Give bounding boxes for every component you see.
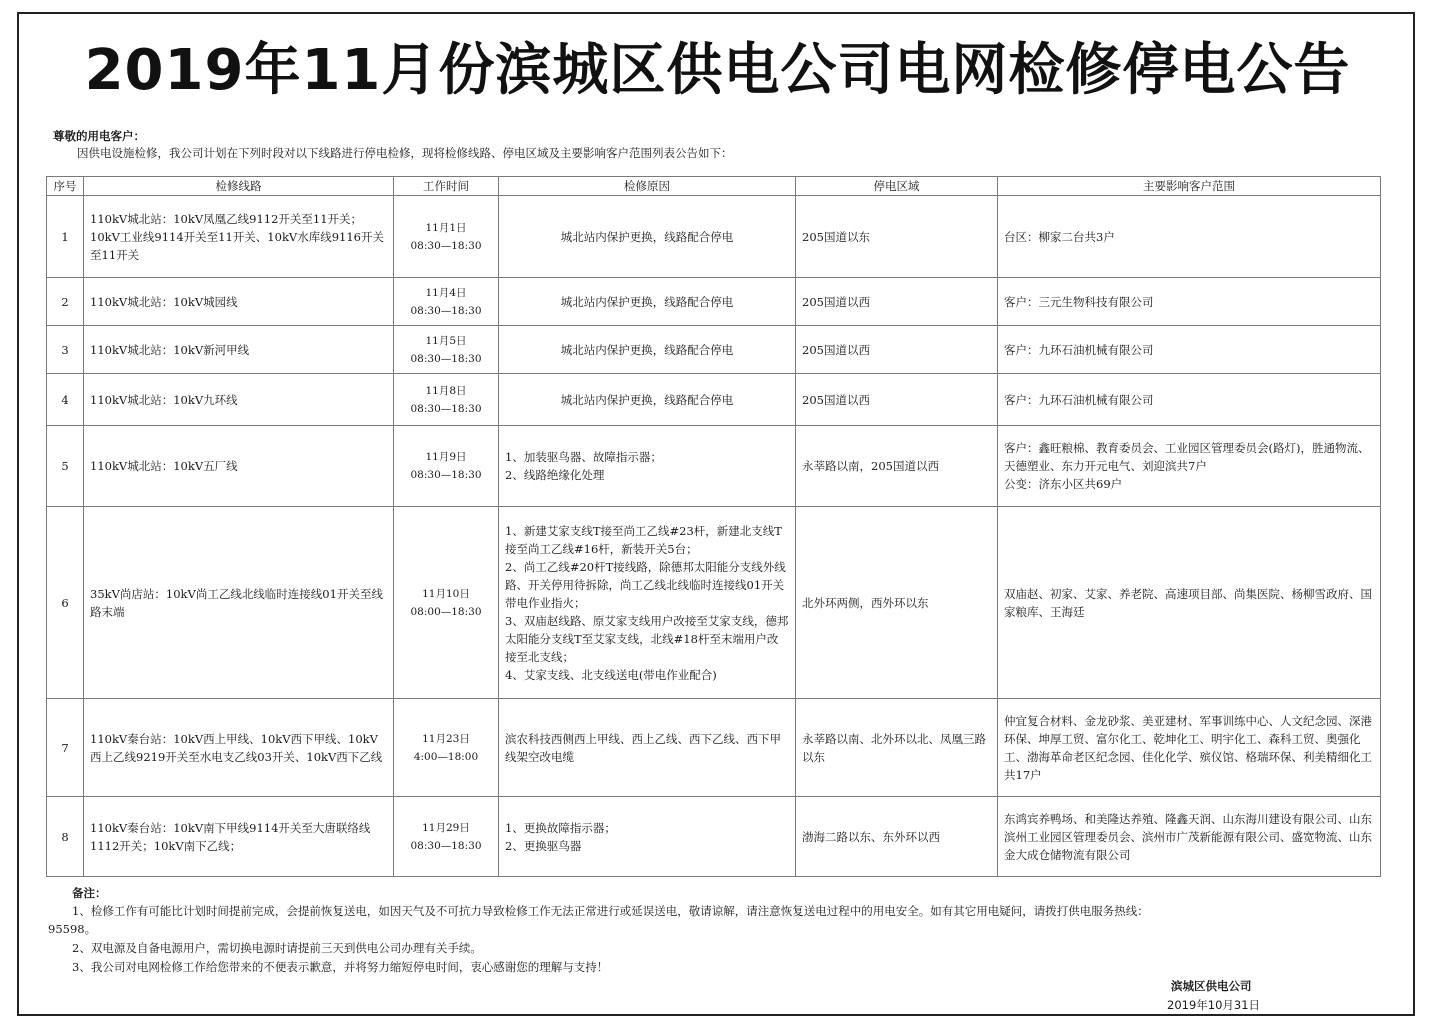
row-area: 永莘路以南、北外环以北、凤凰三路以东 xyxy=(796,699,998,797)
row-reason: 1、加装驱鸟器、故障指示器； 2、线路绝缘化处理 xyxy=(499,426,796,507)
row-date: 11月23日 xyxy=(422,732,470,745)
row-reason: 城北站内保护更换，线路配合停电 xyxy=(499,374,796,426)
row-work-time xyxy=(394,699,499,797)
row-customers: 客户：九环石油机械有限公司 xyxy=(998,374,1381,426)
row-time: 08:00—18:30 xyxy=(410,605,482,618)
row-reason: 1、新建艾家支线T接至尚工乙线#23杆，新建北支线T接至尚工乙线#16杆，新装开关5台； 2、尚工乙线#20杆T接线路，除德邦太阳能分支线外线路、开关停用待拆除，尚工乙线北线临时连接线01开关带电作业指火； 3、双庙赵线路、原艾家支线用户改接至艾家支线，德邦太阳能分支线T至艾家支线，北线#18杆至末端用户改接至北支线； 4、艾家支线、北支线送电(带电作业配合) xyxy=(499,507,796,699)
row-work-time xyxy=(394,374,499,426)
notes-title: 备注： xyxy=(72,886,107,900)
row-customers: 双庙赵、初家、艾家、养老院、高速项目部、尚集医院、杨柳雪政府、国家粮库、王海廷 xyxy=(998,507,1381,699)
intro-text: 因供电设施检修，我公司计划在下列时段对以下线路进行停电检修，现将检修线路、停电区域及主要影响客户范围列表公告如下： xyxy=(77,146,733,160)
row-number: 6 xyxy=(47,507,84,699)
header-reason: 检修原因 xyxy=(499,177,796,196)
header-area: 停电区域 xyxy=(796,177,998,196)
outage-table xyxy=(46,176,1381,877)
row-work-time xyxy=(394,426,499,507)
row-number: 5 xyxy=(47,426,84,507)
header-time: 工作时间 xyxy=(394,177,499,196)
row-time: 4:00—18:00 xyxy=(413,750,479,763)
greeting: 尊敬的用电客户： xyxy=(53,129,145,143)
row-number: 3 xyxy=(47,326,84,374)
header-no: 序号 xyxy=(47,177,84,196)
row-work-time xyxy=(394,797,499,877)
row-reason: 滨农科技西侧西上甲线、西上乙线、西下乙线、西下甲线架空改电缆 xyxy=(499,699,796,797)
table-row xyxy=(47,374,1381,426)
header-customers: 主要影响客户范围 xyxy=(998,177,1381,196)
row-line: 110kV城北站：10kV五厂线 xyxy=(84,426,394,507)
row-number: 2 xyxy=(47,278,84,326)
table-row xyxy=(47,426,1381,507)
row-number: 4 xyxy=(47,374,84,426)
row-area: 205国道以西 xyxy=(796,374,998,426)
row-number: 8 xyxy=(47,797,84,877)
table-row xyxy=(47,507,1381,699)
row-line: 35kV尚店站：10kV尚工乙线北线临时连接线01开关至线路末端 xyxy=(84,507,394,699)
row-line: 110kV城北站：10kV凤凰乙线9112开关至11开关；10kV工业线9114开关至11开关、10kV水库线9116开关至11开关 xyxy=(84,196,394,278)
header-line: 检修线路 xyxy=(84,177,394,196)
page-title: 2019年11月份滨城区供电公司电网检修停电公告 xyxy=(84,38,1351,103)
table-row xyxy=(47,278,1381,326)
row-work-time xyxy=(394,507,499,699)
row-area: 渤海二路以东、东外环以西 xyxy=(796,797,998,877)
row-customers: 客户：鑫旺粮棉、教育委员会、工业园区管理委员会(路灯)，胜通物流、天德塑业、东力开元电气、刘迎滨共7户 公变：济东小区共69户 xyxy=(998,426,1381,507)
note-3: 3、我公司对电网检修工作给您带来的不便表示歉意，并将努力缩短停电时间，衷心感谢您的理解与支持！ xyxy=(72,960,609,974)
row-customers: 仲宜复合材料、金龙砂浆、美亚建材、军事训练中心、人文纪念园、深港环保、坤厚工贸、富尔化工、乾坤化工、明宇化工、森科工贸、奥强化工、渤海革命老区纪念园、佳化化学、殡仪馆、格瑞环保、利美精细化工共17户 xyxy=(998,699,1381,797)
row-line: 110kV城北站：10kV城园线 xyxy=(84,278,394,326)
row-time: 08:30—18:30 xyxy=(410,239,482,252)
row-reason: 城北站内保护更换，线路配合停电 xyxy=(499,326,796,374)
row-customers: 台区：柳家二台共3户 xyxy=(998,196,1381,278)
row-date: 11月9日 xyxy=(425,451,467,463)
row-date: 11月8日 xyxy=(425,384,467,397)
row-work-time xyxy=(394,196,499,278)
row-number: 7 xyxy=(47,699,84,797)
table-row xyxy=(47,196,1381,278)
row-line: 110kV城北站：10kV新河甲线 xyxy=(84,326,394,374)
row-reason: 1、更换故障指示器； 2、更换驱鸟器 xyxy=(499,797,796,877)
row-date: 11月1日 xyxy=(425,221,467,234)
row-date: 11月4日 xyxy=(425,286,467,299)
row-area: 205国道以西 xyxy=(796,278,998,326)
table-row xyxy=(47,699,1381,797)
row-date: 11月10日 xyxy=(422,587,470,600)
row-reason: 城北站内保护更换，线路配合停电 xyxy=(499,278,796,326)
table-header-row xyxy=(47,177,1381,196)
table-row xyxy=(47,326,1381,374)
row-time: 08:30—18:30 xyxy=(410,304,482,317)
note-1-cont: 95598。 xyxy=(48,922,97,936)
row-time: 08:30—18:30 xyxy=(410,352,482,365)
row-customers: 客户：三元生物科技有限公司 xyxy=(998,278,1381,326)
row-work-time xyxy=(394,278,499,326)
row-reason: 城北站内保护更换，线路配合停电 xyxy=(499,196,796,278)
row-line: 110kV城北站：10kV九环线 xyxy=(84,374,394,426)
row-area: 北外环两侧，西外环以东 xyxy=(796,507,998,699)
row-work-time xyxy=(394,326,499,374)
row-line: 110kV秦台站：10kV南下甲线9114开关至大唐联络线1112开关；10kV南下乙线； xyxy=(84,797,394,877)
table-row xyxy=(47,797,1381,877)
row-area: 永莘路以南，205国道以西 xyxy=(796,426,998,507)
note-1: 1、检修工作有可能比计划时间提前完成，会提前恢复送电，如因天气及不可抗力导致检修工作无法正常进行或延误送电，敬请谅解，请注意恢复送电过程中的用电安全。如有其它用电疑问，请拨打供电服务热线： xyxy=(72,904,1149,918)
row-time: 08:30—18:30 xyxy=(410,469,482,481)
row-time: 08:30—18:30 xyxy=(410,839,482,852)
row-date: 11月29日 xyxy=(422,821,470,834)
row-customers: 东鸿宾养鸭场、和美隆达养殖、隆鑫天润、山东海川建设有限公司、山东滨州工业园区管理委员会、滨州市广茂新能源有限公司、盛宽物流、山东金大成仓储物流有限公司 xyxy=(998,797,1381,877)
signature-org: 滨城区供电公司 xyxy=(1171,979,1252,993)
row-customers: 客户：九环石油机械有限公司 xyxy=(998,326,1381,374)
note-2: 2、双电源及自备电源用户，需切换电源时请提前三天到供电公司办理有关手续。 xyxy=(72,941,482,955)
row-area: 205国道以东 xyxy=(796,196,998,278)
signature-date: 2019年10月31日 xyxy=(1167,998,1261,1012)
row-time: 08:30—18:30 xyxy=(410,402,482,415)
row-date: 11月5日 xyxy=(425,334,467,347)
row-number: 1 xyxy=(47,196,84,278)
row-area: 205国道以西 xyxy=(796,326,998,374)
row-line: 110kV秦台站：10kV西上甲线、10kV西下甲线、10kV西上乙线9219开关至水电支乙线03开关、10kV西下乙线 xyxy=(84,699,394,797)
